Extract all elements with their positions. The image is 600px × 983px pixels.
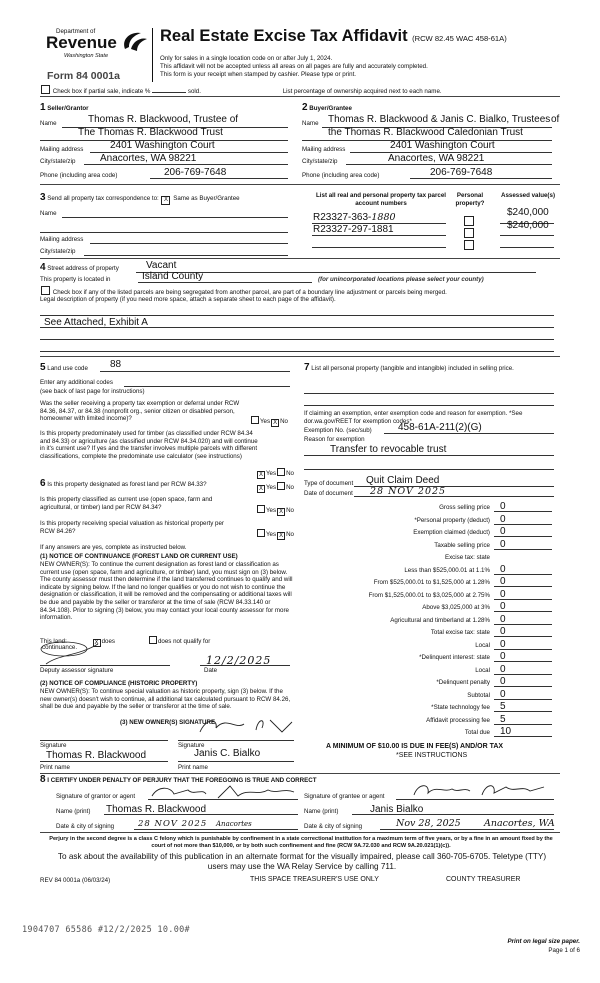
s3-mail-label: Mailing address bbox=[40, 236, 84, 243]
notice1-text: NEW OWNER(S): To continue the current designation as forest land or classification as current use (open space, farm and agriculture, or timber) land, you must sign on (3) below. The county assessor must then determine if the land transferred continues to qualify and will indicate by signing below. If the land no longer qualifies or you do not wish to continue the designation or classification, it will be removed and the compensating or additional taxes will be due and payable by the seller or transferor at the time of sale (RCW 84.33.140 or 84.34.108). Prior to signing (3) below, you may contact your local county assessor for more information. bbox=[40, 561, 293, 622]
q-current-use: Is this property classified as current use (open space, farm and agricultural, or timber) land per RCW 84.34? bbox=[40, 496, 213, 511]
buyer-heading: 2 Buyer/Grantee bbox=[302, 102, 352, 113]
buyer-name-label: Name bbox=[302, 120, 319, 127]
parcel-1: R23327-363-1880 bbox=[313, 212, 396, 223]
s3-city-label: City/state/zip bbox=[40, 248, 76, 255]
minimum-notice: A MINIMUM OF $10.00 IS DUE IN FEE(S) AND/OR TAX bbox=[326, 743, 504, 750]
buyer-mail-label: Mailing address bbox=[302, 146, 346, 153]
reason-label: Reason for exemption bbox=[304, 436, 365, 443]
divider bbox=[40, 832, 560, 833]
tax-row-value: 0 bbox=[500, 576, 506, 587]
tax-row-label: Excise tax: state bbox=[444, 554, 490, 561]
doc-date-value: 28 NOV 2025 bbox=[370, 486, 447, 497]
q-exemption-yes[interactable] bbox=[251, 416, 259, 424]
tax-row-label: Total due bbox=[464, 729, 490, 736]
notice2-text: NEW OWNER(S): To continue special valuation as historic property, sign (3) below. If the new owner(s) doesn't wish to continue, all additional tax calculated pursuant to RCW 84.26, shall be due and payable by the seller or transferor at the time of sale. bbox=[40, 688, 291, 711]
tax-row-value: 0 bbox=[500, 513, 506, 525]
tax-row-label: Local bbox=[475, 641, 490, 649]
tax-row-label: *Delinquent interest: state bbox=[419, 654, 490, 661]
partial-sale-checkbox[interactable] bbox=[41, 85, 50, 94]
legal-paper-note: Print on legal size paper. bbox=[507, 938, 580, 945]
street-label: 4 Street address of property bbox=[40, 262, 119, 273]
q-exemption: Was the seller receiving a property tax exemption or deferral under RCW 84.36, 84.37, or 84.38 (nonprofit org., senior citizen or disabled person, homeowner with limited income)? bbox=[40, 400, 240, 423]
tax-row-label: Total excise tax: state bbox=[430, 629, 490, 636]
grantee-date-label: Date & city of signing bbox=[304, 823, 363, 830]
grantee-name-label: Name (print) bbox=[304, 808, 339, 815]
see-back-label: (see back of last page for instructions) bbox=[40, 388, 145, 395]
tax-row-label: Affidavit processing fee bbox=[426, 716, 490, 724]
grantor-date-label: Date & city of signing bbox=[56, 823, 115, 830]
logo-revenue-text: Revenue bbox=[46, 33, 117, 52]
q-current-use-no[interactable]: X bbox=[279, 509, 284, 515]
partial-sale-row bbox=[40, 85, 560, 96]
tax-row-value: 0 bbox=[500, 526, 506, 537]
seller-phone-label: Phone (including area code) bbox=[40, 172, 118, 179]
q-timber-yes[interactable]: X bbox=[258, 472, 263, 478]
doc-date-label: Date of document bbox=[304, 490, 353, 497]
s3-name-label: Name bbox=[40, 210, 57, 217]
header-note-1: Only for sales in a single location code on or after July 1, 2024. bbox=[160, 55, 333, 62]
tax-row-value: 0 bbox=[500, 638, 506, 650]
q-historic-yes[interactable] bbox=[257, 529, 265, 537]
county-treasurer-label: COUNTY TREASURER bbox=[446, 876, 521, 883]
availability-notice: To ask about the availability of this publication in an alternate format for the visually impaired, please call 360-705-6705. Teletype (TTY) users may use the WA Relay Service by calling 711. bbox=[57, 852, 547, 871]
seller-name-label: Name bbox=[40, 120, 57, 127]
print-name-label-2: Print name bbox=[178, 764, 208, 771]
tax-row-value: 5 bbox=[500, 701, 506, 712]
tax-row-label: Agricultural and timberland at 1.28% bbox=[390, 616, 490, 624]
seller-mail: 2401 Washington Court bbox=[110, 140, 215, 151]
perjury-notice: Perjury in the second degree is a class C felony which is punishable by confinement in a state correctional institution for a maximum term of five years, or by a fine in an amount fixed by the court of not more than $10,000, or by both such confinement and fine (RCW 9A.72.030 and RCW 9A.20.021(1)(c)). bbox=[49, 836, 553, 849]
street-value: Vacant bbox=[146, 260, 177, 271]
buyer-name-2: the Thomas R. Blackwood Caledonian Trust bbox=[328, 127, 523, 138]
grantor-city-value: Anacortes bbox=[216, 820, 252, 828]
divider bbox=[40, 96, 560, 97]
segregated-row: Check box if any of the listed parcels are being segregated from another parcel, are part of a boundary line adjustment or parcels being merged. bbox=[40, 286, 560, 297]
tax-row-value: 0 bbox=[500, 501, 506, 512]
q-forest: 6 Is this property designated as forest land per RCW 84.33? bbox=[40, 478, 207, 489]
notice1-title: (1) NOTICE OF CONTINUANCE (FOREST LAND OR CURRENT USE) bbox=[40, 553, 238, 560]
q-forest-answer: X Yes No bbox=[258, 484, 295, 492]
continuance-label: continuance. bbox=[42, 644, 78, 651]
grantor-signature-icon bbox=[148, 784, 298, 800]
tax-row-label: *Personal property (deduct) bbox=[414, 516, 490, 524]
tax-row-label: From $525,000.01 to $1,525,000 at 1.28% bbox=[373, 579, 490, 586]
q-timber: Is this property predominately used for timber (as classified under RCW 84.34 and 84.33) or agriculture (as classified under RCW 84.34.020) and will continue in it's current use? If yes and the transfer involves multiple parcels with different classifications, complete the predominate use calculator (see instructions) bbox=[40, 430, 258, 460]
does-qualify-checkbox[interactable]: X bbox=[94, 640, 99, 646]
additional-codes-label: Enter any additional codes bbox=[40, 379, 113, 386]
tax-row-label: Local bbox=[475, 666, 490, 674]
tax-row-label: Less than $525,000.01 at 1.1% bbox=[404, 566, 490, 574]
signature-label-1: Signature bbox=[40, 742, 67, 749]
grantee-date-value: Nov 28, 2025 bbox=[396, 818, 461, 829]
this-land-row: This land: X does does not qualify for bbox=[40, 638, 211, 646]
cashier-stamp: 1904707 65586 #12/2/2025 10.00# bbox=[22, 925, 190, 935]
grantee-sig-label: Signature of grantee or agent bbox=[304, 793, 385, 800]
buyer-city-label: City/state/zip bbox=[302, 158, 338, 165]
signature-label-2: Signature bbox=[178, 742, 205, 749]
tax-row-label: Gross selling price bbox=[439, 504, 490, 511]
tax-row-value: 10 bbox=[500, 726, 512, 737]
tax-row-value: 0 bbox=[500, 588, 506, 600]
doc-type-label: Type of document bbox=[304, 480, 354, 487]
seller-name-2: The Thomas R. Blackwood Trust bbox=[78, 127, 223, 138]
grantor-name-value: Thomas R. Blackwood bbox=[106, 804, 207, 815]
divider bbox=[40, 773, 560, 774]
divider bbox=[40, 258, 560, 259]
treasurer-use-label: THIS SPACE TREASURER'S USE ONLY bbox=[250, 876, 379, 883]
header-note-3: This form is your receipt when stamped by cashier. Please type or print. bbox=[160, 71, 357, 78]
q-forest-no[interactable] bbox=[277, 482, 285, 490]
tax-row-value: 0 bbox=[500, 663, 506, 675]
grantor-name-label: Name (print) bbox=[56, 808, 91, 815]
form-number: Form 84 0001a bbox=[47, 70, 120, 82]
seller-name-1: Thomas R. Blackwood, Trustee of bbox=[88, 114, 239, 125]
tax-row-value: 0 bbox=[500, 563, 506, 575]
exempt-no-label: Exemption No. (sec/sub) bbox=[304, 427, 372, 434]
doc-type-value: Quit Claim Deed bbox=[366, 475, 440, 486]
tax-row-label: *State technology fee bbox=[431, 704, 490, 711]
seller-city: Anacortes, WA 98221 bbox=[100, 153, 197, 164]
tax-row-label: Taxable selling price bbox=[434, 541, 490, 549]
tax-row-value: 5 bbox=[500, 713, 506, 725]
does-not-qualify-checkbox[interactable] bbox=[149, 636, 157, 644]
q-current-use-yes[interactable] bbox=[257, 505, 265, 513]
q-timber-answer: X Yes No bbox=[258, 470, 295, 478]
tax-row-value: 0 bbox=[500, 601, 506, 612]
buyer-phone-label: Phone (including area code) bbox=[302, 172, 380, 179]
personal-checkbox-3[interactable] bbox=[464, 240, 474, 250]
form-title-text: Real Estate Excise Tax Affidavit bbox=[160, 27, 408, 45]
grantor-date-value: 28 NOV 2025 bbox=[138, 819, 208, 829]
tax-row-label: From $1,525,000.01 to $3,025,000 at 2.75% bbox=[368, 591, 490, 599]
tax-row-value: 0 bbox=[500, 651, 506, 662]
q-exemption-answer: Yes X No bbox=[250, 416, 288, 427]
tax-row-value: 0 bbox=[500, 613, 506, 625]
seller-mail-label: Mailing address bbox=[40, 146, 84, 153]
header-divider bbox=[152, 28, 153, 82]
grantee-city-value: Anacortes, WA bbox=[484, 818, 555, 829]
exempt-instructions: If claiming an exemption, enter exemption code and reason for exemption. *See dor.wa.gov/REET for exemption codes* bbox=[304, 410, 523, 425]
tax-row-label: *Delinquent penalty bbox=[436, 679, 490, 686]
q-forest-yes[interactable]: X bbox=[258, 486, 263, 492]
tax-row-value: 0 bbox=[500, 676, 506, 687]
header-note-2: This affidavit will not be accepted unless all areas on all pages are fully and accurately completed. bbox=[160, 63, 428, 70]
q-exemption-no[interactable]: X bbox=[273, 420, 278, 426]
buyer-name-of: of bbox=[551, 114, 560, 125]
buyer-city: Anacortes, WA 98221 bbox=[388, 153, 485, 164]
list-pct-label: List percentage of ownership acquired next to each name. bbox=[282, 88, 442, 95]
land-use-value: 88 bbox=[110, 359, 122, 370]
logo-dept-text: Department of bbox=[56, 28, 96, 35]
if-yes-note: If any answers are yes, complete as instructed below. bbox=[40, 544, 187, 551]
seller-heading: 1 Seller/Grantor bbox=[40, 102, 89, 113]
parcel-2: R23327-297-1881 bbox=[313, 224, 394, 235]
reason-value: Transfer to revocable trust bbox=[330, 444, 447, 455]
q-historic-no[interactable]: X bbox=[279, 533, 284, 539]
dor-logo bbox=[42, 24, 148, 68]
grantee-name-value: Janis Bialko bbox=[370, 804, 424, 815]
personal-property-label: 7 List all personal property (tangible and intangible) included in selling price. bbox=[304, 362, 514, 373]
notice2-title: (2) NOTICE OF COMPLIANCE (HISTORIC PROPERTY) bbox=[40, 680, 198, 687]
form-title bbox=[160, 27, 507, 46]
same-as-buyer-checkbox[interactable]: X bbox=[161, 196, 170, 205]
new-owner-signature-icon bbox=[196, 714, 296, 736]
assessor-date: 12/2/2025 bbox=[206, 654, 272, 667]
q-timber-no[interactable] bbox=[277, 468, 285, 476]
tax-row-label: Subtotal bbox=[467, 691, 490, 699]
logo-state-text: Washington State bbox=[64, 53, 109, 59]
owner-2-print: Janis C. Bialko bbox=[194, 748, 261, 759]
uninc-note: (for unincorporated locations please select your county) bbox=[318, 276, 484, 283]
land-use-label: 5 Land use code bbox=[40, 362, 88, 373]
tax-row-label: Exemption claimed (deduct) bbox=[413, 529, 490, 536]
form-rcw: (RCW 82.45 WAC 458-61A) bbox=[412, 34, 507, 43]
personal-checkbox-1[interactable] bbox=[464, 216, 474, 226]
tax-row-value: 0 bbox=[500, 538, 506, 550]
deputy-assessor-label: Deputy assessor signature bbox=[40, 667, 114, 674]
parcel-col-header: List all real and personal property tax parcel account numbers bbox=[316, 192, 446, 207]
revision-label: REV 84 0001a (06/03/24) bbox=[40, 877, 111, 884]
print-name-label-1: Print name bbox=[40, 764, 70, 771]
grantee-signature-icon bbox=[410, 781, 550, 799]
legal-value: See Attached, Exhibit A bbox=[44, 317, 148, 328]
personal-checkbox-2[interactable] bbox=[464, 228, 474, 238]
tax-row-label: Above $3,025,000 at 3% bbox=[422, 604, 490, 611]
partial-sale-label: Check box if partial sale, indicate % bbox=[52, 88, 151, 95]
divider bbox=[40, 356, 560, 357]
seller-phone: 206-769-7648 bbox=[164, 167, 227, 178]
located-label: This property is located in bbox=[40, 276, 111, 283]
assessed-1: $240,000 bbox=[507, 207, 549, 218]
assessed-2: $240,000 bbox=[507, 220, 549, 231]
see-instructions: *SEE INSTRUCTIONS bbox=[396, 752, 468, 759]
q-historic-answer: Yes X No bbox=[256, 529, 294, 540]
county-value: Island County bbox=[142, 271, 204, 282]
buyer-mail: 2401 Washington Court bbox=[390, 140, 495, 151]
buyer-name-1: Thomas R. Blackwood & Janis C. Bialko, Trustees bbox=[328, 114, 551, 125]
certify-heading: 8 I CERTIFY UNDER PENALTY OF PERJURY THAT THE FOREGOING IS TRUE AND CORRECT bbox=[40, 774, 317, 785]
tax-row-value: 0 bbox=[500, 626, 506, 637]
assessed-col-header: Assessed value(s) bbox=[501, 192, 555, 199]
page-number: Page 1 of 6 bbox=[548, 947, 580, 954]
new-owner-sig-label: (3) NEW OWNER(S) SIGNATURE bbox=[120, 719, 216, 726]
legal-label: Legal description of property (if you need more space, attach a separate sheet to each page of the affidavit). bbox=[40, 296, 336, 303]
segregated-checkbox[interactable] bbox=[41, 286, 50, 295]
q-historic: Is this property receiving special valuation as historical property per RCW 84.26? bbox=[40, 520, 224, 535]
sold-label: sold. bbox=[187, 88, 201, 95]
divider bbox=[40, 184, 560, 185]
q-current-use-answer: Yes X No bbox=[256, 505, 294, 516]
assessor-date-label: Date bbox=[204, 667, 218, 674]
buyer-phone: 206-769-7648 bbox=[430, 167, 493, 178]
personal-col-header: Personal property? bbox=[455, 192, 485, 207]
dor-swirl-icon bbox=[119, 29, 149, 55]
tax-row-value: 0 bbox=[500, 688, 506, 700]
owner-1-print: Thomas R. Blackwood bbox=[46, 750, 147, 761]
exempt-no-value: 458-61A-211(2)(G) bbox=[398, 422, 482, 433]
grantor-sig-label: Signature of grantor or agent bbox=[56, 793, 136, 800]
section3-label: 3 Send all property tax correspondence to: X Same as Buyer/Grantee bbox=[40, 192, 240, 203]
seller-city-label: City/state/zip bbox=[40, 158, 76, 165]
